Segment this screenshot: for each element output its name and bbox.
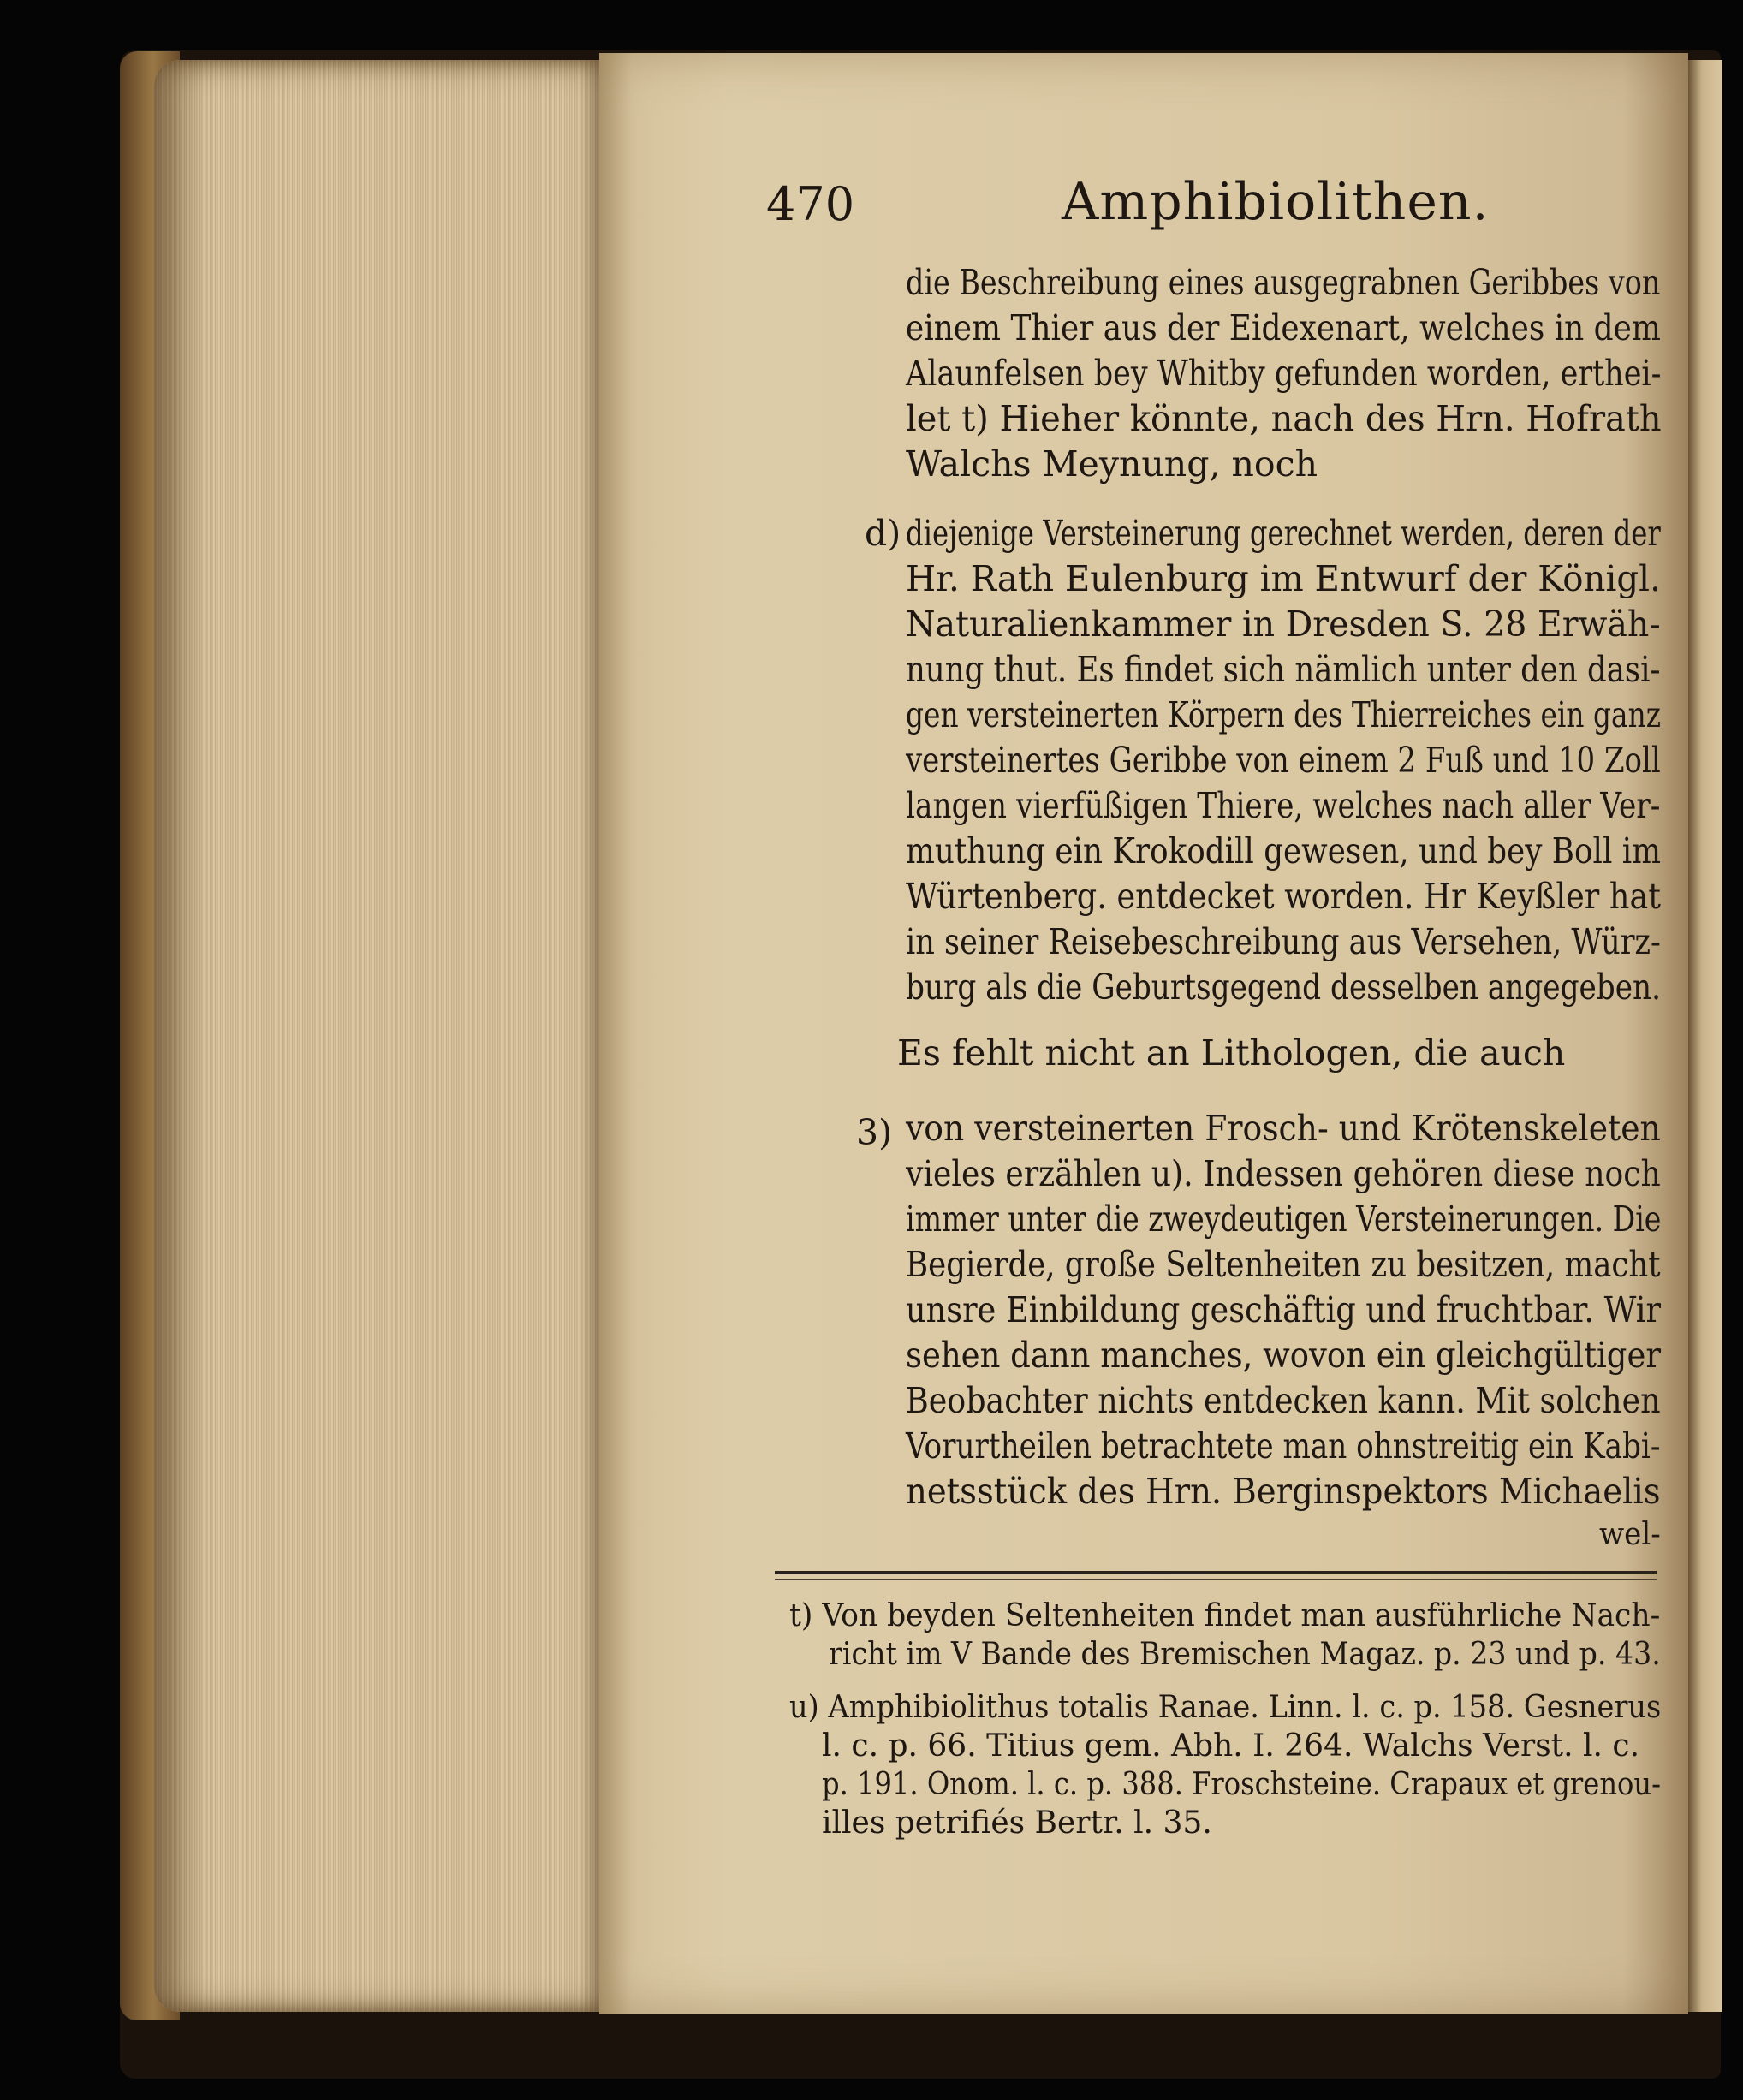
text-line: Würtenberg. entdecket worden. Hr Keyßler hat (906, 876, 1662, 917)
text-line: Vorurtheilen betrachtete man ohnstreitig ein Kabi- (906, 1425, 1661, 1466)
text-line: burg als die Geburtsgegend desselben angegeben. (906, 967, 1662, 1008)
text-line: Naturalienkammer in Dresden S. 28 Erwäh- (906, 604, 1661, 645)
text-line: die Beschreibung eines ausgegrabnen Geribbes von (906, 262, 1661, 303)
footnote-rule-thin (775, 1579, 1657, 1580)
text-line: einem Thier aus der Eidexenart, welches in dem (906, 307, 1661, 348)
text-line: Beobachter nichts entdecken kann. Mit solchen (906, 1380, 1661, 1421)
text-line: netsstück des Hrn. Berginspektors Michaelis (906, 1471, 1661, 1512)
footnote-u-line: p. 191. Onom. l. c. p. 388. Froschsteine. Crapaux et grenou- (822, 1767, 1661, 1802)
text-line: Begierde, große Seltenheiten zu besitzen, macht (906, 1244, 1661, 1285)
text-line: Hr. Rath Eulenburg im Entwurf der Königl. (906, 558, 1661, 599)
footnote-rule (775, 1571, 1657, 1574)
section-marker-3: 3) (856, 1112, 893, 1153)
text-line: versteinertes Geribbe von einem 2 Fuß und 10 Zoll (906, 740, 1661, 781)
facing-page-sliver (1688, 60, 1722, 2012)
footnote-u-line: u) Amphibiolithus totalis Ranae. Linn. l. c. p. 158. Gesnerus (789, 1690, 1662, 1725)
text-line: Es fehlt nicht an Lithologen, die auch (897, 1032, 1566, 1074)
footnote-u-line: l. c. p. 66. Titius gem. Abh. I. 264. Walchs Verst. l. c. (822, 1728, 1640, 1764)
footnote-u-line: illes petrifiés Bertr. l. 35. (822, 1806, 1212, 1841)
text-line: unsre Einbildung geschäftig und fruchtbar. Wir (906, 1289, 1662, 1330)
text-line: let t) Hieher könnte, nach des Hrn. Hofrath (906, 398, 1662, 439)
footnote-t-line: richt im V Bande des Bremischen Magaz. p. 23 und p. 43. (829, 1637, 1661, 1672)
text-line: nung thut. Es findet sich nämlich unter den dasi- (906, 649, 1661, 690)
footnote-t-line: t) Von beyden Seltenheiten findet man ausführliche Nach- (789, 1598, 1661, 1633)
catchword: wel- (1599, 1517, 1661, 1552)
text-line: muthung ein Krokodill gewesen, und bey Boll im (906, 830, 1662, 872)
page-edges (154, 60, 599, 2012)
running-head: Amphibiolithen. (1062, 172, 1490, 232)
text-line: langen vierfüßigen Thiere, welches nach aller Ver- (906, 785, 1661, 826)
text-line: Alaunfelsen bey Whitby gefunden worden, erthei- (906, 353, 1662, 394)
text-line: in seiner Reisebeschreibung aus Versehen, Würz- (906, 921, 1661, 962)
text-line: immer unter die zweydeutigen Versteinerungen. Die (906, 1199, 1662, 1240)
text-line: Walchs Meynung, noch (906, 443, 1318, 485)
text-line: diejenige Versteinerung gerechnet werden, deren der (906, 513, 1661, 554)
section-marker-d: d) (865, 513, 901, 554)
text-line: gen versteinerten Körpern des Thierreiches ein ganz (906, 694, 1662, 735)
page-number: 470 (766, 177, 855, 231)
text-line: von versteinerten Frosch- und Krötenskeleten (906, 1108, 1661, 1149)
text-line: vieles erzählen u). Indessen gehören diese noch (906, 1153, 1661, 1194)
text-line: sehen dann manches, wovon ein gleichgültiger (906, 1335, 1662, 1376)
